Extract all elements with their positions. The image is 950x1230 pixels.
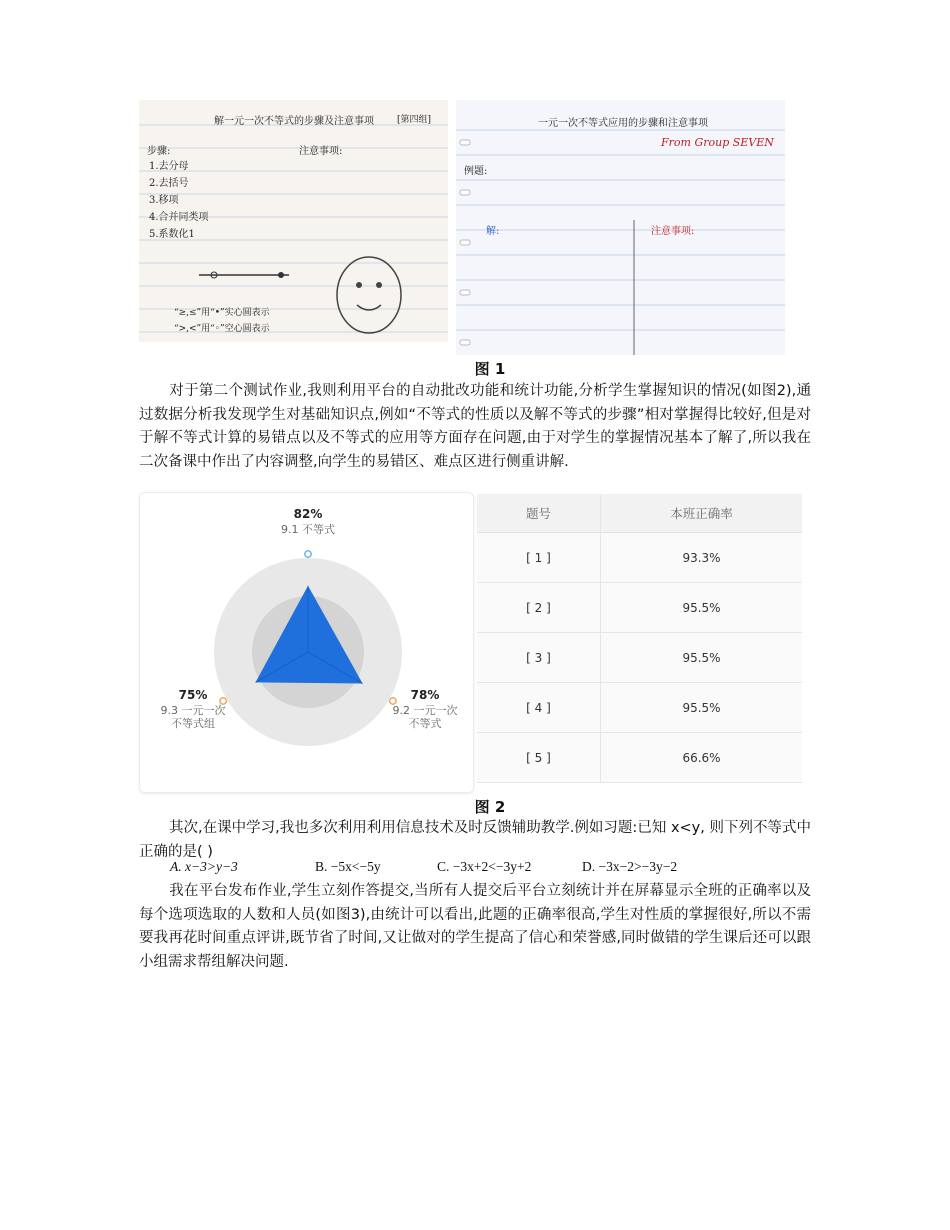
right-photo-example-label: 例题:: [464, 166, 488, 177]
step-item: 5.系数化1: [149, 229, 195, 240]
question-number-cell: [ 3 ]: [477, 633, 601, 683]
question-number-cell: [ 4 ]: [477, 683, 601, 733]
accuracy-cell: 95.5%: [601, 633, 803, 683]
radar-value-label: 78%: [410, 688, 440, 702]
left-photo-notes-label: 注意事项:: [299, 146, 343, 157]
question-number-cell: [ 1 ]: [477, 533, 601, 583]
table-row: [477, 733, 802, 783]
right-photo-title: 一元一次不等式应用的步骤和注意事项: [538, 118, 708, 129]
paragraph-3-text: 我在平台发布作业,学生立刻作答提交,当所有人提交后平台立刻统计并在屏幕显示全班的正确率以及每个选项选取的人数和人员(如图3),由统计可以看出,此题的正确率很高,学生对性质的掌握很好,所以不需要我再花时间重点评讲,既节省了时间,又让做对的学生提高了信心和荣誉感,同时做错的学生课后还可以跟小组需求帮组解决问题.: [139, 883, 811, 970]
radar-axis-label-left: [148, 689, 238, 730]
radar-value-label: 82%: [293, 507, 323, 521]
handwritten-notes-photo-right: [456, 100, 785, 355]
radar-axis-label-right: [380, 689, 470, 730]
option-c: C. −3x+2<−3y+2: [437, 859, 532, 874]
radar-axis-name: 不等式: [408, 717, 442, 730]
option-b: B. −5x<−5y: [315, 859, 381, 874]
note-line: “>,<”用“◦”空心圆表示: [174, 324, 270, 334]
accuracy-cell: 95.5%: [601, 583, 803, 633]
left-photo-steps-list: [149, 158, 209, 243]
step-item: 4.合并同类项: [149, 212, 209, 223]
table-row: [477, 583, 802, 633]
radar-chart-card: [139, 492, 474, 793]
radar-axis-marker: [305, 551, 311, 557]
right-photo-group: From Group SEVEN: [661, 136, 774, 149]
cartoon-face-doodle: [337, 257, 401, 333]
answer-options: [170, 859, 677, 875]
paragraph-2-text: 其次,在课中学习,我也多次利用利用信息技术及时反馈辅助教学.例如习题:已知 x<y, 则下列不等式中正确的是( ): [139, 820, 811, 860]
radar-axis-name: 9.1 不等式: [281, 523, 335, 536]
right-photo-solution-label: 解:: [486, 226, 500, 237]
left-photo-title: 解一元一次不等式的步骤及注意事项: [214, 116, 374, 127]
step-item: 1.去分母: [149, 161, 189, 172]
paragraph-1: [139, 380, 811, 474]
handwritten-notes-photo-left: [139, 100, 448, 342]
table-row: [477, 683, 802, 733]
radar-axis-name: 9.2 一元一次: [392, 704, 458, 717]
right-photo-notes-label: 注意事项:: [651, 226, 695, 237]
option-a: A. x−3>y−3: [170, 859, 238, 874]
column-header: 本班正确率: [601, 494, 803, 533]
figure-1-caption: 图 1: [474, 360, 506, 378]
question-number-cell: [ 2 ]: [477, 583, 601, 633]
step-item: 2.去括号: [149, 178, 189, 189]
paragraph-1-text: 对于第二个测试作业,我则利用平台的自动批改功能和统计功能,分析学生掌握知识的情况(如图2),通过数据分析我发现学生对基础知识点,例如“不等式的性质以及解不等式的步骤”相对掌握得比较好,但是对于解不等式计算的易错点以及不等式的应用等方面存在问题,由于对学生的掌握情况基本了解了,所以我在二次备课中作出了内容调整,向学生的易错区、难点区进行侧重讲解.: [139, 383, 811, 470]
paragraph-3: [139, 880, 811, 974]
radar-value-label: 75%: [178, 688, 208, 702]
accuracy-cell: 66.6%: [601, 733, 803, 783]
table-header-row: [477, 494, 802, 533]
accuracy-cell: 95.5%: [601, 683, 803, 733]
question-number-cell: [ 5 ]: [477, 733, 601, 783]
paragraph-2: [139, 817, 811, 864]
radar-axis-name: 9.3 一元一次: [160, 704, 226, 717]
option-d: D. −3x−2>−3y−2: [582, 859, 678, 874]
table-row: [477, 533, 802, 583]
radar-axis-name: 不等式组: [171, 717, 215, 730]
accuracy-cell: 93.3%: [601, 533, 803, 583]
left-photo-bottom-notes: [174, 305, 270, 337]
left-photo-group: [第四组]: [397, 115, 432, 125]
radar-axis-label-top: [258, 508, 358, 536]
radar-chart: [140, 493, 473, 792]
left-photo-steps-label: 步骤:: [147, 146, 171, 157]
table-row: [477, 633, 802, 683]
column-header: 题号: [477, 494, 601, 533]
figure-2-caption: 图 2: [474, 798, 506, 816]
note-line: “≥,≤”用“•”实心圆表示: [174, 308, 270, 318]
accuracy-table: [477, 494, 802, 783]
step-item: 3.移项: [149, 195, 179, 206]
